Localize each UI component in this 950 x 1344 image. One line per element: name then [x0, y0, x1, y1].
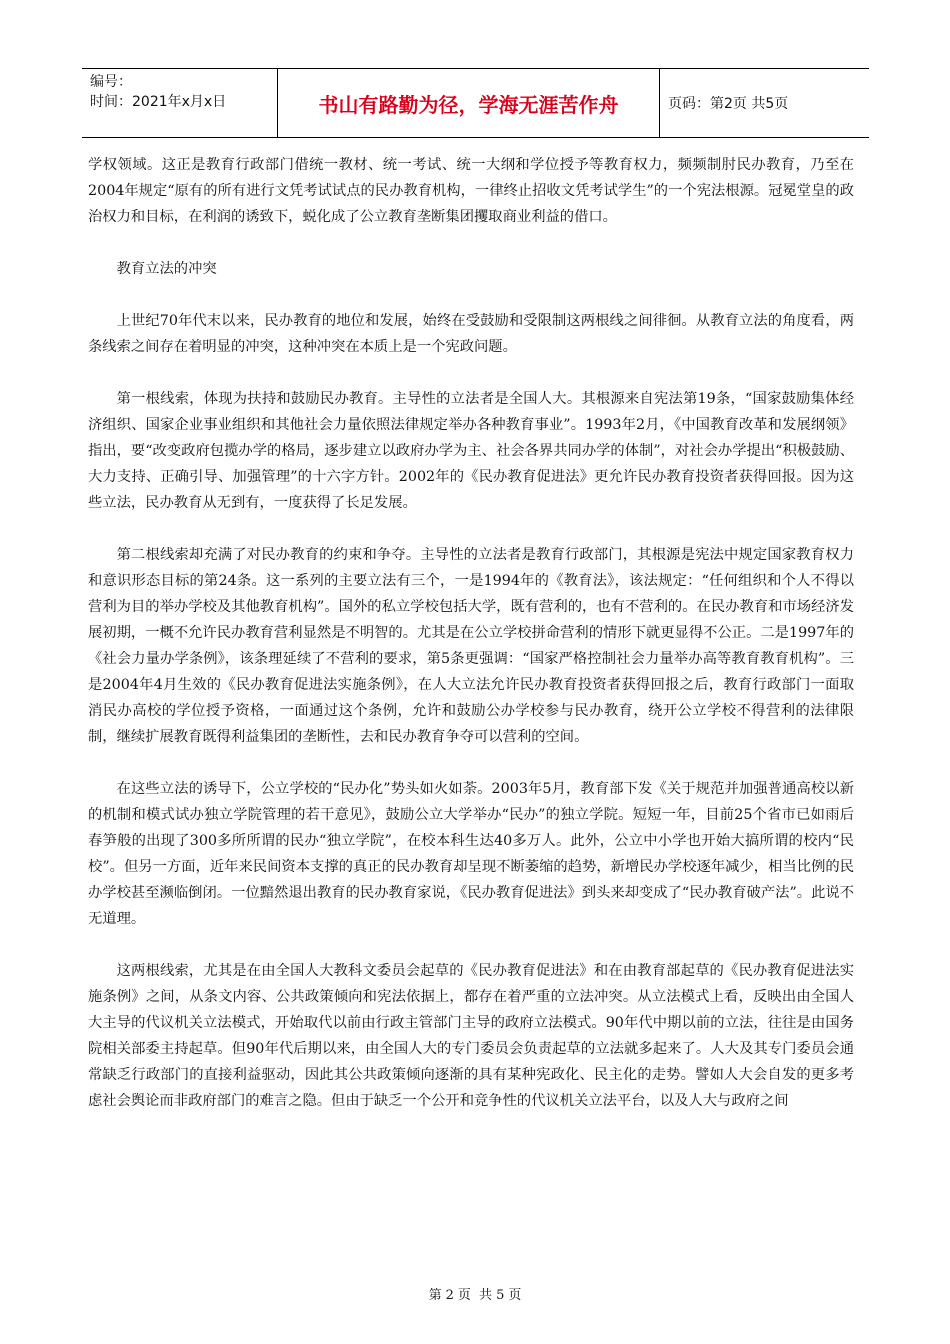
header-table	[82, 68, 869, 138]
footer-suffix: 页	[508, 1288, 522, 1303]
document-date-label: 时间：2021年x月x日	[90, 94, 227, 110]
page-footer	[0, 1284, 950, 1303]
paragraph-3: 第一根线索，体现为扶持和鼓励民办教育。主导性的立法者是全国人大。其根源来自宪法第19条，“国家鼓励集体经济组织、国家企业事业组织和其他社会力量依照法律规定举办各种教育事业”。1993年2月，《中国教育改革和发展纲领》指出，要“改变政府包揽办学的格局，逐步建立以政府办学为主、社会各界共同办学的体制”，对社会办学提出“积极鼓励、大力支持、正确引导、加强管理”的十六字方针。2002年的《民办教育促进法》更允许民办教育投资者获得回报。因为这些立法，民办教育从无到有，一度获得了长足发展。	[88, 391, 854, 511]
document-number-label: 编号：	[90, 74, 132, 90]
header-page-cell	[660, 69, 869, 137]
header-page-label: 页码：第2页 共5页	[668, 96, 789, 112]
footer-total-pages: 5	[496, 1288, 505, 1303]
paragraph-2: 上世纪70年代末以来，民办教育的地位和发展，始终在受鼓励和受限制这两根线之间徘徊。从教育立法的角度看，两条线索之间存在着明显的冲突，这种冲突在本质上是一个宪政问题。	[88, 313, 854, 355]
paragraph-1: 学权领域。这正是教育行政部门借统一教材、统一考试、统一大纲和学位授予等教育权力，频频制肘民办教育，乃至在2004年规定“原有的所有进行文凭考试试点的民办教育机构，一律终止招收文凭考试学生”的一个宪法根源。冠冕堂皇的政治权力和目标，在利润的诱致下，蜕化成了公立教育垄断集团攫取商业利益的借口。	[88, 157, 854, 225]
header-motto-cell	[278, 69, 660, 137]
header-meta-cell	[82, 69, 278, 137]
paragraph-6: 这两根线索，尤其是在由全国人大教科文委员会起草的《民办教育促进法》和在由教育部起草的《民办教育促进法实施条例》之间，从条文内容、公共政策倾向和宪法依据上，都存在着严重的立法冲突。从立法模式上看，反映出由全国人大主导的代议机关立法模式，开始取代以前由行政主管部门主导的政府立法模式。90年代中期以前的立法，往往是由国务院相关部委主持起草。但90年代后期以来，由全国人大的专门委员会负责起草的立法就多起来了。人大及其专门委员会通常缺乏行政部门的直接利益驱动，因此其公共政策倾向逐渐的具有某种宪政化、民主化的走势。譬如人大会自发的更多考虑社会舆论而非政府部门的难言之隐。但由于缺乏一个公开和竞争性的代议机关立法平台，以及人大与政府之间	[88, 963, 854, 1109]
header-motto: 书山有路勤为径，学海无涯苦作舟	[318, 92, 619, 117]
footer-prefix: 第	[428, 1288, 442, 1303]
footer-page-number: 2	[445, 1288, 454, 1303]
paragraph-4: 第二根线索却充满了对民办教育的约束和争夺。主导性的立法者是教育行政部门，其根源是宪法中规定国家教育权力和意识形态目标的第24条。这一系列的主要立法有三个，一是1994年的《教育法》，该法规定：“任何组织和个人不得以营利为目的举办学校及其他教育机构”。国外的私立学校包括大学，既有营利的，也有不营利的。在民办教育和市场经济发展初期，一概不允许民办教育营利显然是不明智的。尤其是在公立学校拼命营利的情形下就更显得不公正。二是1997年的《社会力量办学条例》，该条理延续了不营利的要求，第5条更强调：“国家严格控制社会力量举办高等教育教育机构”。三是2004年4月生效的《民办教育促进法实施条例》，在人大立法允许民办教育投资者获得回报之后，教育行政部门一面取消民办高校的学位授予资格，一面通过这个条例，允许和鼓励公办学校参与民办教育，绕开公立学校不得营利的法律限制，继续扩展教育既得利益集团的垄断性，去和民办教育争夺可以营利的空间。	[88, 547, 854, 745]
footer-mid: 页 共	[457, 1288, 493, 1303]
paragraph-5: 在这些立法的诱导下，公立学校的“民办化”势头如火如荼。2003年5月，教育部下发《关于规范并加强普通高校以新的机制和模式试办独立学院管理的若干意见》，鼓励公立大学举办“民办”的独立学院。短短一年，目前25个省市已如雨后春笋般的出现了300多所所谓的民办“独立学院”，在校本科生达40多万人。此外，公立中小学也开始大搞所谓的校内“民校”。但另一方面，近年来民间资本支撑的真正的民办教育却呈现不断萎缩的趋势，新增民办学校逐年减少，相当比例的民办学校甚至濒临倒闭。一位黯然退出教育的民办教育家说，《民办教育促进法》到头来却变成了“民办教育破产法”。此说不无道理。	[88, 781, 854, 927]
document-body	[88, 152, 854, 1140]
section-heading: 教育立法的冲突	[116, 261, 217, 277]
